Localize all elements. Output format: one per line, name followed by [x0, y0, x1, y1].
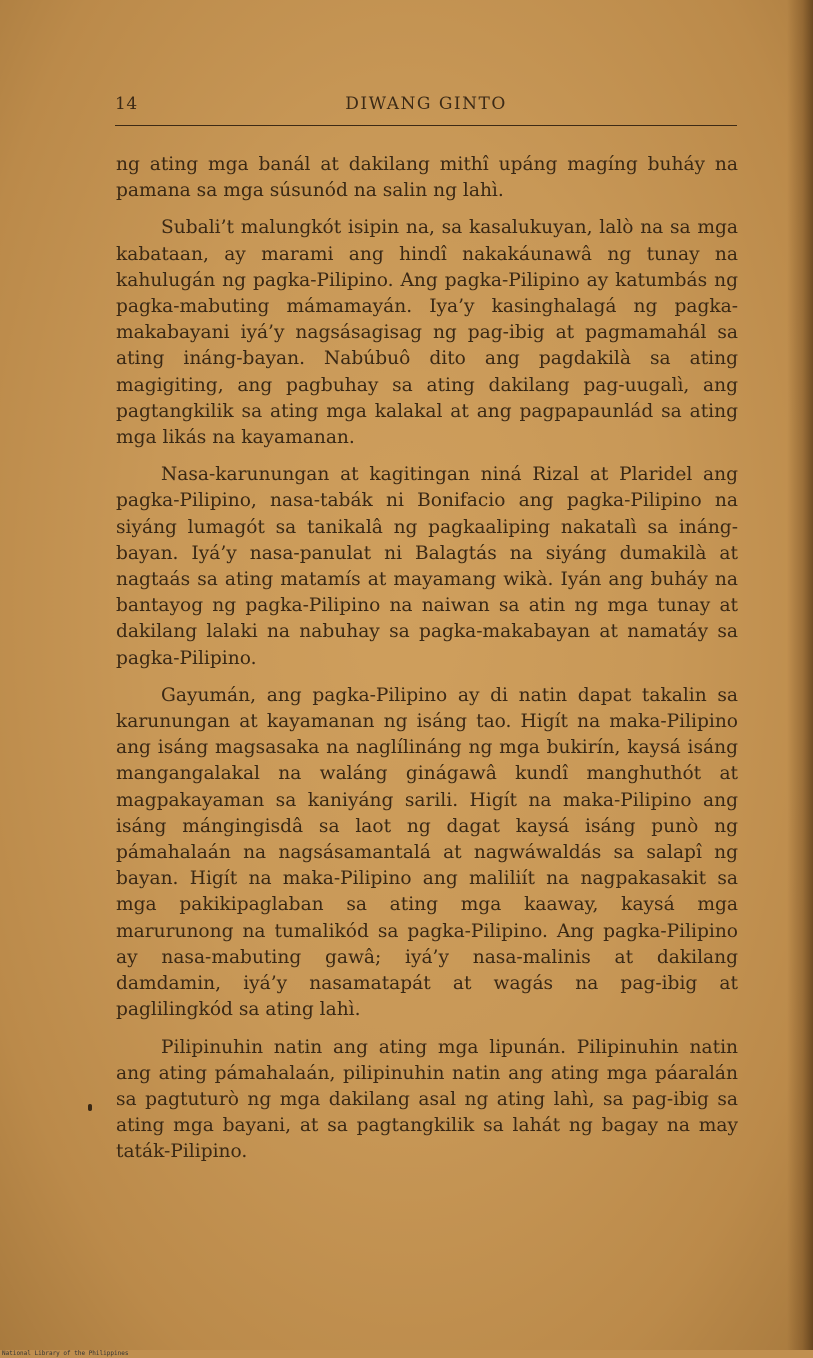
paragraph: Pilipinuhin natin ang ating mga lipunán. Pilipinuhin natin ang ating pámahalaán, pilipinuhin natin ang ating mga páaralán sa pagtuturò ng mga dakilang asal ng ating lahì, sa pag-ibig sa ating mga bayani, at sa pagtangkilik sa lahát ng bagay na may taták-Pilipino.	[116, 1036, 738, 1163]
body-text	[116, 152, 738, 1166]
ink-speck	[88, 1104, 92, 1111]
paragraph-continuation: ng ating mga banál at dakilang mithî upáng magíng buháy na pamana sa mga súsunód na salin ng lahì.	[116, 154, 738, 202]
page-number: 14	[115, 94, 138, 114]
running-header	[115, 92, 737, 122]
library-credit: National Library of the Philippines	[2, 1350, 129, 1357]
paragraph: Gayumán, ang pagka-Pilipino ay di natin dapat takalin sa karunungan at kayamanan ng isáng tao. Higít na maka-Pilipino ang isáng magsasaka na naglílináng ng mga bukirín, kaysá isáng mangangalakal na waláng ginágawâ kundî manghuthót at magpakayaman sa kaniyáng sarili. Higít na maka-Pilipino ang isáng mángingisdâ sa laot ng dagat kaysá isáng punò ng pámahalaán na nagsásamantalá at nagwáwaldás sa salapî ng bayan. Higít na maka-Pilipino ang maliliít na nagpakasakit sa mga pakikipaglaban sa ating mga kaaway, kaysá mga marurunong na tumalikód sa pagka-Pilipino. Ang pagka-Pilipino ay nasa-mabuting gawâ; iyá’y nasa-malinis at dakilang damdamin, iyá’y nasamatapát at wagás na pag-ibig at paglilingkód sa ating lahì.	[116, 684, 738, 1021]
page-edge-shadow	[787, 0, 813, 1350]
book-title: DIWANG GINTO	[345, 94, 507, 114]
paragraph: Nasa-karunungan at kagitingan niná Rizal at Plaridel ang pagka-Pilipino, nasa-tabák ni Bonifacio ang pagka-Pilipino na siyáng lumagót sa tanikalâ ng pagkaaliping nakatalì sa ináng-bayan. Iyá’y nasa-panulat ni Balagtás na siyáng dumakilà at nagtaás sa ating matamís at mayamang wikà. Iyán ang buháy na bantayog ng pagka-Pilipino na naiwan sa atin ng mga tunay at dakilang lalaki na nabuhay sa pagka-makabayan at namatáy sa pagka-Pilipino.	[116, 464, 738, 669]
paragraph: Subali’t malungkót isipin na, sa kasalukuyan, lalò na sa mga kabataan, ay marami ang hindî nakakáunawâ ng tunay na kahulugán ng pagka-Pilipino. Ang pagka-Pilipino ay katumbás ng pagka-mabuting mámamayán. Iya’y kasinghalagá ng pagka-makabayani iyá’y nagsásagisag ng pag-ibig at pagmamahál sa ating ináng-bayan. Nabúbuô dito ang pagdakilà sa ating magigiting, ang pagbuhay sa ating dakilang pag-uugalì, ang pagtangkilik sa ating mga kalakal at ang pagpapaunlád sa ating mga likás na kayamanan.	[116, 217, 738, 449]
header-rule	[115, 125, 737, 126]
